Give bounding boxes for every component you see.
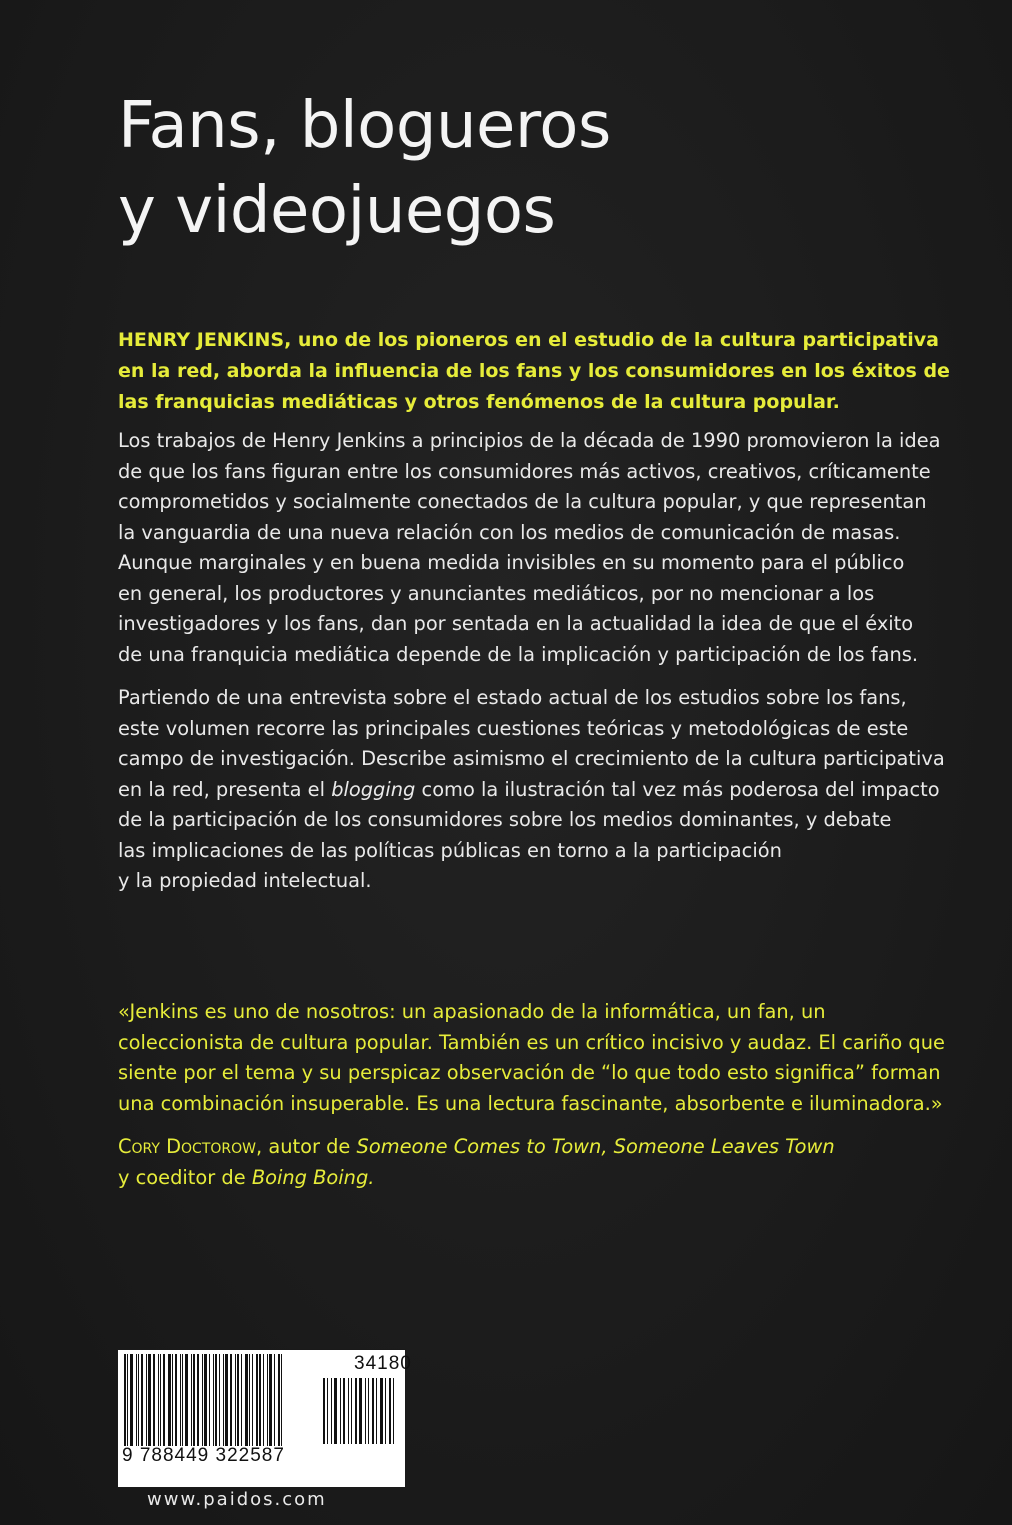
- barcode-addon-bar: [385, 1378, 386, 1444]
- barcode-addon-bar: [334, 1378, 337, 1444]
- body-line: Los trabajos de Henry Jenkins a principios de la década de 1990 promovieron la idea: [118, 429, 941, 452]
- body-paragraph-2: [118, 683, 945, 897]
- barcode-bar: [259, 1354, 261, 1446]
- barcode-bar: [252, 1354, 253, 1446]
- barcode-bar: [237, 1354, 239, 1446]
- review-quote: [118, 997, 945, 1119]
- attribution-author: Cory Doctorow: [118, 1135, 256, 1158]
- barcode-bar: [163, 1354, 165, 1446]
- body-line: investigadores y los fans, dan por sentada en la actualidad la idea de que el éxito: [118, 612, 914, 635]
- barcode-addon-bar: [365, 1378, 366, 1444]
- attribution-book-2: Boing Boing: [251, 1165, 369, 1189]
- blogging-term: blogging: [331, 777, 416, 801]
- barcode-bar: [274, 1354, 275, 1446]
- barcode-bar: [230, 1354, 232, 1446]
- quote-line: siente por el tema y su perspicaz observación de “lo que todo esto significa” forman: [118, 1061, 941, 1084]
- barcode-addon-bar: [323, 1378, 325, 1444]
- book-title-line-2: y videojuegos: [118, 174, 556, 248]
- book-title-line-1: Fans, blogueros: [118, 89, 611, 163]
- isbn-barcode: [117, 1349, 412, 1488]
- attribution-text: y coeditor de: [118, 1165, 246, 1189]
- barcode-addon-bar: [380, 1378, 383, 1444]
- barcode-bar: [263, 1354, 264, 1446]
- body-line: Aunque marginales y en buena medida invisibles en su momento para el público: [118, 551, 905, 574]
- barcode-bar: [158, 1354, 159, 1446]
- quote-line: «Jenkins es uno de nosotros: un apasionado de la informática, un fan, un: [118, 1000, 826, 1023]
- barcode-bar: [281, 1354, 282, 1446]
- barcode-bar: [223, 1354, 224, 1446]
- barcode-bar: [202, 1354, 203, 1446]
- barcode-addon-bar: [327, 1378, 328, 1444]
- barcode-bar: [204, 1354, 207, 1446]
- barcode-addon-bar: [343, 1378, 345, 1444]
- lead-line: en la red, aborda la influencia de los fans y los consumidores en los éxitos de: [118, 360, 950, 382]
- book-title: [118, 84, 611, 254]
- barcode-bar: [193, 1354, 195, 1446]
- barcode-bar: [213, 1354, 214, 1446]
- barcode-addon-bar: [372, 1378, 374, 1444]
- body-paragraph-1: [118, 426, 941, 670]
- barcode-bars: [124, 1354, 305, 1446]
- attribution-line-2: [118, 1163, 918, 1194]
- barcode-addon-bar: [376, 1378, 377, 1444]
- body-line: la vanguardia de una nueva relación con los medios de comunicación de masas.: [118, 520, 901, 544]
- barcode-bar: [219, 1354, 220, 1446]
- barcode-addon-bar: [359, 1378, 362, 1444]
- body-line: este volumen recorre las principales cuestiones teóricas y metodológicas de este: [118, 716, 909, 740]
- barcode-bar: [185, 1354, 188, 1446]
- barcode-bar: [241, 1354, 242, 1446]
- attribution-book-1: Someone Comes to Town, Someone Leaves Town: [356, 1135, 835, 1158]
- barcode-addon-bar: [331, 1378, 332, 1444]
- body-line-rest: como la ilustración tal vez más poderosa del impacto: [421, 777, 940, 801]
- barcode-bar: [225, 1354, 228, 1446]
- attribution-text: , autor de: [256, 1135, 351, 1158]
- barcode-bar: [127, 1354, 128, 1446]
- attribution-period: .: [368, 1165, 375, 1189]
- lead-paragraph: [118, 325, 950, 418]
- body-line: las implicaciones de las políticas públicas en torno a la participación: [118, 838, 782, 862]
- barcode-addon-bar: [355, 1378, 357, 1444]
- barcode-bar: [175, 1354, 177, 1446]
- body-line: comprometidos y socialmente conectados de la cultura popular, y que representan: [118, 490, 927, 513]
- body-line: de una franquicia mediática depende de la implicación y participación de los fans.: [118, 642, 919, 666]
- body-line: y la propiedad intelectual.: [118, 869, 372, 892]
- isbn-number: 9 788449 322587: [122, 1445, 285, 1466]
- barcode-bar: [138, 1354, 139, 1446]
- body-line-mixed: [118, 775, 940, 806]
- body-line: en general, los productores y anunciantes mediáticos, por no mencionar a los: [118, 581, 875, 605]
- barcode-bar: [191, 1354, 192, 1446]
- barcode-bar: [245, 1354, 248, 1446]
- barcode-bar: [235, 1354, 236, 1446]
- barcode-bar: [278, 1354, 280, 1446]
- barcode-bar: [124, 1354, 126, 1446]
- barcode-bar: [249, 1354, 250, 1446]
- body-line: campo de investigación. Describe asimismo el crecimiento de la cultura participativa: [118, 747, 945, 770]
- barcode-addon-bar: [393, 1378, 394, 1444]
- quote-line: coleccionista de cultura popular. También es un crítico incisivo y audaz. El cariño que: [118, 1030, 945, 1054]
- barcode-addon-bar: [340, 1378, 341, 1444]
- barcode-bar: [136, 1354, 137, 1446]
- barcode-bar: [141, 1354, 143, 1446]
- body-line: de la participación de los consumidores sobre los medios dominantes, y debate: [118, 808, 892, 831]
- barcode-bar: [180, 1354, 181, 1446]
- barcode-bar: [197, 1354, 199, 1446]
- barcode-addon-bars: [323, 1378, 399, 1444]
- barcode-addon-number: 34180: [354, 1353, 412, 1374]
- body-line: Partiendo de una entrevista sobre el estado actual de los estudios sobre los fans,: [118, 686, 907, 709]
- barcode-bar: [160, 1354, 161, 1446]
- barcode-bar: [269, 1354, 272, 1446]
- barcode-addon-bar: [389, 1378, 391, 1444]
- barcode-bar: [146, 1354, 147, 1446]
- barcode-bar: [215, 1354, 217, 1446]
- barcode-bar: [209, 1354, 210, 1446]
- barcode-bar: [182, 1354, 183, 1446]
- lead-line: las franquicias mediáticas y otros fenómenos de la cultura popular.: [118, 391, 840, 413]
- barcode-bar: [267, 1354, 268, 1446]
- barcode-bar: [153, 1354, 155, 1446]
- quote-line: una combinación insuperable. Es una lectura fascinante, absorbente e iluminadora.»: [118, 1091, 943, 1115]
- barcode-bar: [168, 1354, 171, 1446]
- barcode-addon-bar: [368, 1378, 369, 1444]
- quote-attribution: [118, 1132, 918, 1193]
- barcode-addon-bar: [348, 1378, 349, 1444]
- publisher-url: www.paidos.com: [147, 1489, 327, 1510]
- attribution-line-1: [118, 1132, 918, 1163]
- barcode-bar: [172, 1354, 173, 1446]
- body-line: de que los fans figuran entre los consumidores más activos, creativos, críticamente: [118, 459, 931, 483]
- barcode-bar: [148, 1354, 151, 1446]
- barcode-bar: [256, 1354, 258, 1446]
- barcode-bar: [130, 1354, 133, 1446]
- lead-line: HENRY JENKINS, uno de los pioneros en el estudio de la cultura participativa: [118, 329, 939, 351]
- body-line-start: en la red, presenta el: [118, 777, 326, 801]
- barcode-addon-bar: [351, 1378, 352, 1444]
